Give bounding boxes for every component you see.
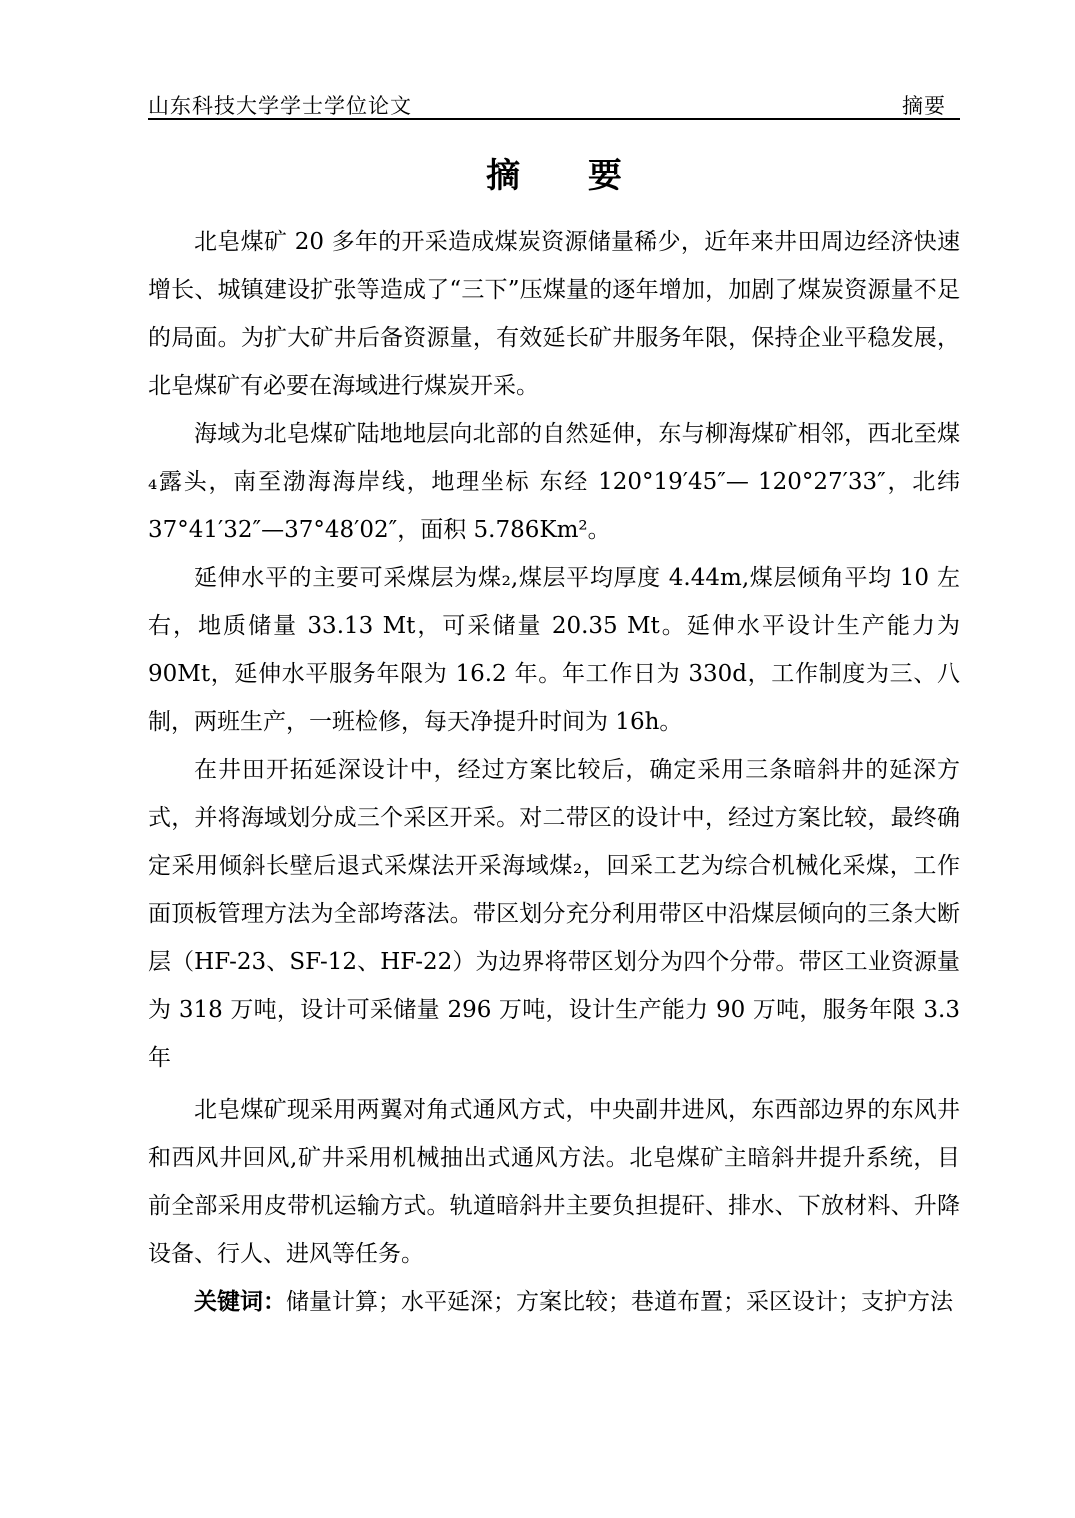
page-title: 摘 要 (486, 156, 650, 196)
abstract-paragraph-5: 北皂煤矿现采用两翼对角式通风方式，中央副井进风，东西部边界的东风井和西风井回风,矿井采用机械抽出式通风方法。北皂煤矿主暗斜井提升系统，目前全部采用皮带机运输方式。轨道暗斜井主要负担提矸、排水、下放材料、升降设备、行人、进风等任务。 (148, 1097, 960, 1267)
abstract-body (148, 218, 960, 1326)
abstract-paragraph-4: 在井田开拓延深设计中，经过方案比较后，确定采用三条暗斜井的延深方式，并将海域划分成三个采区开采。对二带区的设计中，经过方案比较，最终确定采用倾斜长壁后退式采煤法开采海域煤₂，回采工艺为综合机械化采煤，工作面顶板管理方法为全部垮落法。带区划分充分利用带区中沿煤层倾向的三条大断层（HF-23、SF-12、HF-22）为边界将带区划分为四个分带。带区工业资源量为 318 万吨，设计可采储量 296 万吨，设计生产能力 90 万吨，服务年限 3.3 年 (148, 757, 960, 1071)
header-university-thesis: 山东科技大学学士学位论文 (148, 94, 412, 118)
running-header (148, 88, 960, 120)
abstract-paragraph-1: 北皂煤矿 20 多年的开采造成煤炭资源储量稀少，近年来井田周边经济快速增长、城镇建设扩张等造成了“三下”压煤量的逐年增加，加剧了煤炭资源量不足的局面。为扩大矿井后备资源量，有效延长矿井服务年限，保持企业平稳发展，北皂煤矿有必要在海域进行煤炭开采。 (148, 229, 960, 399)
abstract-paragraph-2: 海域为北皂煤矿陆地地层向北部的自然延伸，东与柳海煤矿相邻，西北至煤₄露头，南至渤海海岸线，地理坐标 东经 120°19′45″— 120°27′33″，北纬 37°41′32″—37°48′02″，面积 5.786Km²。 (148, 421, 960, 543)
abstract-paragraph-3: 延伸水平的主要可采煤层为煤₂,煤层平均厚度 4.44m,煤层倾角平均 10 左右，地质储量 33.13 Mt，可采储量 20.35 Mt。延伸水平设计生产能力为 90Mt，延伸水平服务年限为 16.2 年。年工作日为 330d，工作制度为三、八制，两班生产，一班检修，每天净提升时间为 16h。 (148, 565, 960, 735)
keywords-text: 储量计算；水平延深；方案比较；巷道布置；采区设计；支护方法 (286, 1289, 953, 1315)
header-section-name: 摘要 (902, 94, 946, 118)
keywords-line (148, 1278, 960, 1326)
keywords-label: 关键词： (194, 1289, 286, 1315)
